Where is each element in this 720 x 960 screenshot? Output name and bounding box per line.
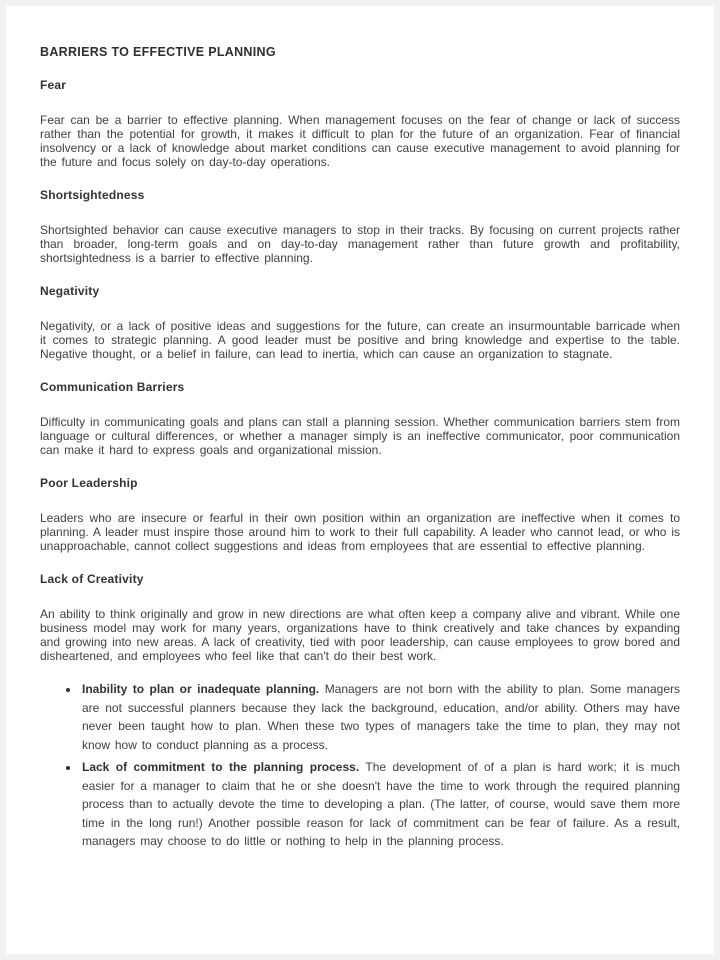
bullet-lead: Inability to plan or inadequate planning. (82, 682, 320, 696)
section-shortsightedness (40, 188, 680, 265)
bullet-item-inability-to-plan (80, 680, 680, 754)
bullet-body: Managers are not born with the ability to plan. Some managers are not successful planners because they lack the background, education, and/or ability. Others may have never been taught how to plan. When these two types of managers take the time to plan, they may not know how to conduct planning as a process. (82, 682, 680, 752)
section-paragraph: Negativity, or a lack of positive ideas and suggestions for the future, can create an insurmountable barricade when it comes to strategic planning. A good leader must be positive and bring knowledge and expertise to the table. Negative thought, or a belief in failure, can lead to inertia, which can cause an organization to stagnate. (40, 319, 680, 361)
bullet-lead: Lack of commitment to the planning process. (82, 760, 360, 774)
section-heading: Poor Leadership (40, 476, 138, 490)
section-fear (40, 78, 680, 169)
document-title: BARRIERS TO EFFECTIVE PLANNING (40, 45, 276, 59)
bullet-item-lack-of-commitment (80, 758, 680, 851)
section-paragraph: Shortsighted behavior can cause executive managers to stop in their tracks. By focusing on current projects rather than broader, long-term goals and on day-to-day management rather than future growth and profitability, shortsightedness is a barrier to effective planning. (40, 223, 680, 265)
section-poor-leadership (40, 476, 680, 553)
section-heading: Fear (40, 78, 67, 92)
section-heading: Lack of Creativity (40, 572, 144, 586)
section-heading: Shortsightedness (40, 188, 145, 202)
section-communication-barriers (40, 380, 680, 457)
section-heading: Communication Barriers (40, 380, 185, 394)
section-paragraph: Leaders who are insecure or fearful in their own position within an organization are ineffective when it comes to planning. A leader must inspire those around him to work to their full capability. A leader who cannot lead, or who is unapproachable, cannot collect suggestions and ideas from employees that are essential to effective planning. (40, 511, 680, 553)
planning-barriers-bullet-list (40, 680, 680, 851)
bullet-body: The development of of a plan is hard work; it is much easier for a manager to claim that he or she doesn't have the time to work through the required planning process than to actually devote the time to developing a plan. (The latter, of course, would save them more time in the long run!) Another possible reason for lack of commitment can be fear of failure. As a result, managers may choose to do little or nothing to help in the planning process. (82, 760, 680, 848)
section-paragraph: Difficulty in communicating goals and plans can stall a planning session. Whether communication barriers stem from language or cultural differences, or whether a manager simply is an ineffective communicator, poor communication can make it hard to express goals and organizational mission. (40, 415, 680, 457)
section-paragraph: Fear can be a barrier to effective planning. When management focuses on the fear of change or lack of success rather than the potential for growth, it makes it difficult to plan for the future of an organization. Fear of financial insolvency or a lack of knowledge about market conditions can cause executive management to avoid planning for the future and focus solely on day-to-day operations. (40, 113, 680, 169)
section-heading: Negativity (40, 284, 100, 298)
section-paragraph: An ability to think originally and grow in new directions are what often keep a company alive and vibrant. While one business model may work for many years, organizations have to think creatively and take chances by expanding and growing into new areas. A lack of creativity, tied with poor leadership, can cause employees to grow bored and disheartened, and employees who feel like that can't do their best work. (40, 607, 680, 663)
section-lack-of-creativity (40, 572, 680, 663)
section-negativity (40, 284, 680, 361)
